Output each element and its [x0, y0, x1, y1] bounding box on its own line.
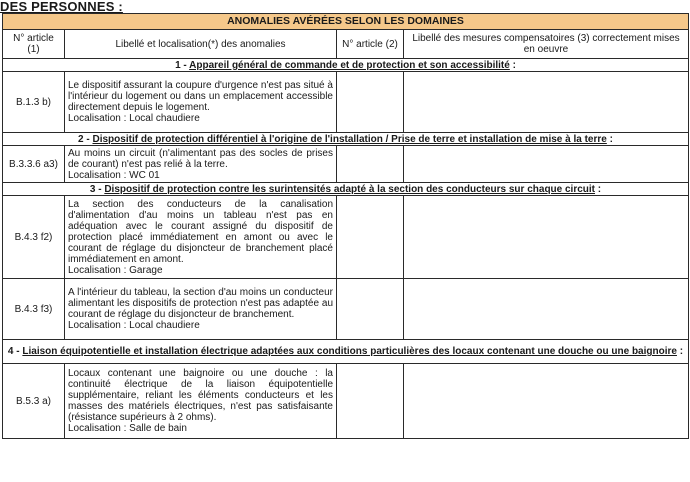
cell-article2 — [337, 196, 404, 279]
section-title-text: Dispositif de protection contre les surintensités adapté à la section des conducteurs sur chaque circuit — [104, 183, 596, 195]
cell-libelle — [65, 364, 337, 439]
cell-article: B.4.3 f3) — [3, 279, 65, 340]
header-article: N° article (1) — [3, 30, 65, 59]
cell-mesures — [404, 279, 689, 340]
anomaly-text: La section des conducteurs de la canalisation d'alimentation d'au moins un tableau n'est pas en adéquation avec le courant assigné du dispositif de protection placé immédiatement en amont ou avec le courant de réglage du disjoncteur de branchement placé immédiatement en amont. — [68, 198, 333, 265]
section-suffix: : — [606, 133, 613, 145]
cell-article: B.1.3 b) — [3, 72, 65, 133]
cell-article2 — [337, 364, 404, 439]
header-article2: N° article (2) — [337, 30, 404, 59]
cell-article: B.4.3 f2) — [3, 196, 65, 279]
cell-mesures — [404, 146, 689, 183]
table-row — [3, 146, 689, 183]
table-title: ANOMALIES AVÉRÉES SELON LES DOMAINES — [3, 14, 689, 30]
page-heading: DES PERSONNES : — [0, 0, 123, 14]
anomaly-text: A l'intérieur du tableau, la section d'au moins un conducteur alimentant les dispositifs de protection n'est pas adaptée au courant de réglage du disjoncteur de branchement. — [68, 287, 333, 320]
table-row — [3, 196, 689, 279]
header-libelle: Libellé et localisation(*) des anomalies — [65, 30, 337, 59]
section-title — [3, 59, 689, 72]
section-title — [3, 183, 689, 196]
section-number: 1 - — [175, 59, 190, 71]
cell-article2 — [337, 72, 404, 133]
table-row — [3, 72, 689, 133]
header-mesures: Libellé des mesures compensatoires (3) correctement mises en oeuvre — [404, 30, 689, 59]
cell-mesures — [404, 72, 689, 133]
cell-libelle — [65, 196, 337, 279]
anomaly-location: Localisation : Salle de bain — [68, 423, 187, 434]
section-number: 2 - — [78, 133, 93, 145]
section-title — [3, 340, 689, 364]
cell-article2 — [337, 146, 404, 183]
cell-libelle — [65, 279, 337, 340]
section-suffix: : — [509, 59, 516, 71]
cell-mesures — [404, 364, 689, 439]
cell-mesures — [404, 196, 689, 279]
anomalies-table — [2, 13, 689, 439]
anomaly-text: Au moins un circuit (n'alimentant pas des socles de prises de courant) n'est pas relié à la terre. — [68, 147, 333, 170]
cell-article: B.5.3 a) — [3, 364, 65, 439]
cell-libelle — [65, 72, 337, 133]
section-header — [3, 59, 689, 72]
cell-libelle — [65, 146, 337, 183]
section-title-text: Appareil général de commande et de protection et son accessibilité — [189, 59, 510, 71]
section-title-text: Dispositif de protection différentiel à l'origine de l'installation / Prise de terre et installation de mise à la terre — [92, 133, 607, 145]
section-suffix: : — [676, 346, 684, 357]
section-header — [3, 133, 689, 146]
table-title-row — [3, 14, 689, 30]
section-title — [3, 133, 689, 146]
anomaly-location: Localisation : WC 01 — [68, 169, 160, 181]
table-row — [3, 364, 689, 439]
header-row — [3, 30, 689, 59]
section-suffix: : — [595, 183, 602, 195]
anomaly-text: Locaux contenant une baignoire ou une douche : la continuité électrique de la liaison équipotentielle supplémentaire, reliant les éléments conducteurs et les masses des matériels électriques, n'est pas satisfaisante (résistance supérieurs à 2 ohms). — [68, 368, 333, 423]
section-header — [3, 183, 689, 196]
anomaly-location: Localisation : Garage — [68, 264, 163, 276]
anomaly-location: Localisation : Local chaudiere — [68, 113, 200, 124]
cell-article: B.3.3.6 a3) — [3, 146, 65, 183]
section-number: 3 - — [89, 183, 105, 195]
anomaly-text: Le dispositif assurant la coupure d'urgence n'est pas situé à l'intérieur du logement ou dans un emplacement accessible directement depuis le logement. — [68, 80, 333, 113]
section-title-text: Liaison équipotentielle et installation électrique adaptées aux conditions particulières des locaux contenant une douche ou une baignoire — [22, 346, 677, 357]
section-number: 4 - — [7, 346, 23, 357]
table-row — [3, 279, 689, 340]
anomaly-location: Localisation : Local chaudiere — [68, 320, 200, 331]
section-header — [3, 340, 689, 364]
cell-article2 — [337, 279, 404, 340]
